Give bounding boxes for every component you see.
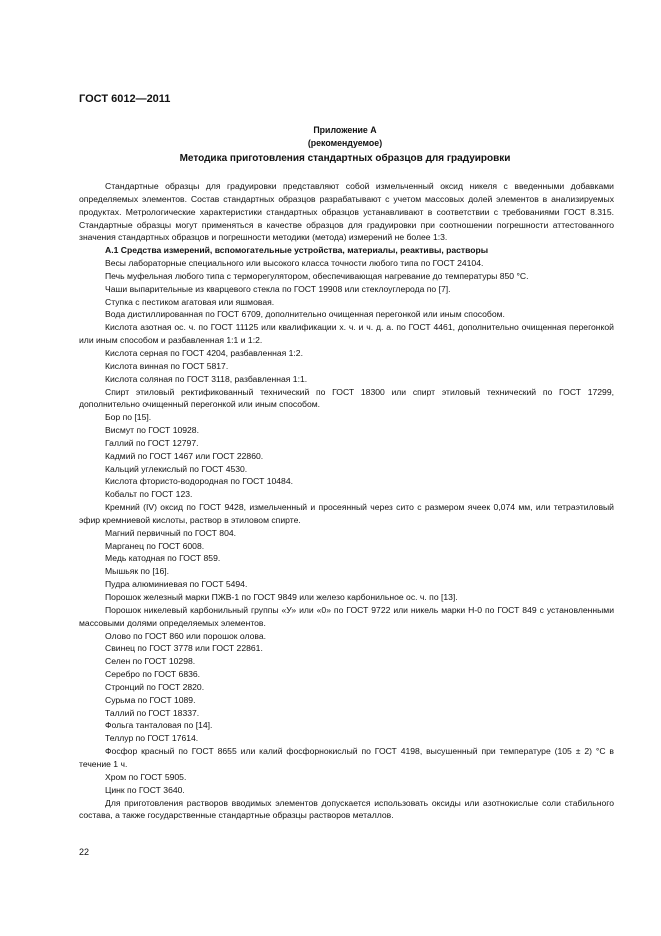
paragraph: Мышьяк по [16]. [105,566,170,577]
paragraph: Кадмий по ГОСТ 1467 или ГОСТ 22860. [105,450,264,461]
paragraph: Свинец по ГОСТ 3778 или ГОСТ 22861. [105,643,263,654]
paragraph: Печь муфельная любого типа с терморегулятором, обеспечивающая нагревание до температуры 850 °С. [105,270,529,281]
paragraph: Весы лабораторные специального или высокого класса точности любого типа по ГОСТ 24104. [105,258,484,269]
paragraph: Кислота азотная ос. ч. по ГОСТ 11125 или квалификации х. ч. и ч. д. а. по ГОСТ 4461, дополнительно очищенная перегонкой или иным способом и разбавленная 1:1 и 1:2. [79,322,614,346]
paragraph: Селен по ГОСТ 10298. [105,656,196,667]
paragraph: Фосфор красный по ГОСТ 8655 или калий фосфорнокислый по ГОСТ 4198, высушенный при температуре (105 ± 2) °С в течение 1 ч. [79,746,614,769]
paragraph: Кобальт по ГОСТ 123. [105,489,193,500]
paragraph: Для приготовления растворов вводимых элементов допускается использовать оксиды или азотнокислые соли стабильного состава, а также государственные стандартные образцы растворов металлов. [79,797,614,821]
section-title: Методика приготовления стандартных образцов для градуировки [179,153,511,164]
paragraph: Порошок железный марки ПЖВ-1 по ГОСТ 9849 или железо карбонильное ос. ч. по [13]. [105,592,458,602]
paragraph: Магний первичный по ГОСТ 804. [105,527,237,538]
document-body [79,180,614,822]
paragraph: Чаши выпарительные из кварцевого стекла по ГОСТ 19908 или стеклоуглерода по [7]. [105,283,451,294]
paragraph: Марганец по ГОСТ 6008. [105,540,205,551]
document-header: ГОСТ 6012—2011 [79,93,171,105]
paragraph: Ступка с пестиком агатовая или яшмовая. [105,296,275,307]
paragraph: Таллий по ГОСТ 18337. [105,707,200,718]
paragraph: Кремний (IV) оксид по ГОСТ 9428, измельченный и просеянный через сито с размером ячеек 0,074 мм, или тетраэтиловый эфир кремниевой кислоты, раствор в этиловом спирте. [79,502,614,525]
paragraph: Спирт этиловый ректификованный технический по ГОСТ 18300 или спирт этиловый технический по ГОСТ 17299, дополнительно очищенный перегонкой или иным способом. [79,386,614,410]
paragraph: Кислота фтористо-водородная по ГОСТ 10484. [105,476,293,487]
page-number: 22 [79,847,90,857]
paragraph: Кислота винная по ГОСТ 5817. [105,360,229,371]
paragraph: Пудра алюминиевая по ГОСТ 5494. [105,579,248,590]
appendix-label: Приложение А [313,125,377,135]
paragraph: Кислота соляная по ГОСТ 3118, разбавленная 1:1. [105,373,308,384]
paragraph: Висмут по ГОСТ 10928. [105,425,199,436]
paragraph: Вода дистиллированная по ГОСТ 6709, дополнительно очищенная перегонкой или иным способом. [105,309,505,320]
subsection-heading: А.1 Средства измерений, вспомогательные устройства, материалы, реактивы, растворы [105,245,489,256]
paragraph: Фольга танталовая по [14]. [105,720,213,731]
paragraph: Галлий по ГОСТ 12797. [105,437,199,448]
paragraph: Кальций углекислый по ГОСТ 4530. [105,463,248,474]
paragraph: Цинк по ГОСТ 3640. [105,784,185,795]
paragraph: Хром по ГОСТ 5905. [105,771,187,782]
paragraph: Теллур по ГОСТ 17614. [105,733,199,744]
paragraph: Сурьма по ГОСТ 1089. [105,694,196,705]
paragraph: Серебро по ГОСТ 6836. [105,669,201,680]
appendix-status: (рекомендуемое) [307,137,383,148]
paragraph: Бор по [15]. [105,412,152,423]
paragraph: Кислота серная по ГОСТ 4204, разбавленная 1:2. [105,347,303,358]
paragraph: Стандартные образцы для градуировки представляют собой измельченный оксид никеля с введенными добавками определяемых элементов. Состав стандартных образцов разрабатывают с учетом массовых долей элементов в анализируемых продуктах. Метрологические характеристики стандартных образцов устанавливают в соответствии с требованиями ГОСТ 8.315. Стандартные образцы могут применяться в качестве образцов для градуировки при соотношении погрешности аттестованного значения стандартных образцов и погрешности методики (метода) измерений не более 1:3. [79,181,614,243]
appendix-heading [0,124,661,149]
paragraph: Медь катодная по ГОСТ 859. [105,553,221,564]
paragraph: Стронций по ГОСТ 2820. [105,681,205,692]
paragraph: Олово по ГОСТ 860 или порошок олова. [105,630,267,641]
paragraph: Порошок никелевый карбонильный группы «У» или «0» по ГОСТ 9722 или никель марки Н-0 по ГОСТ 849 с установленными массовыми долями определяемых элементов. [79,604,614,628]
